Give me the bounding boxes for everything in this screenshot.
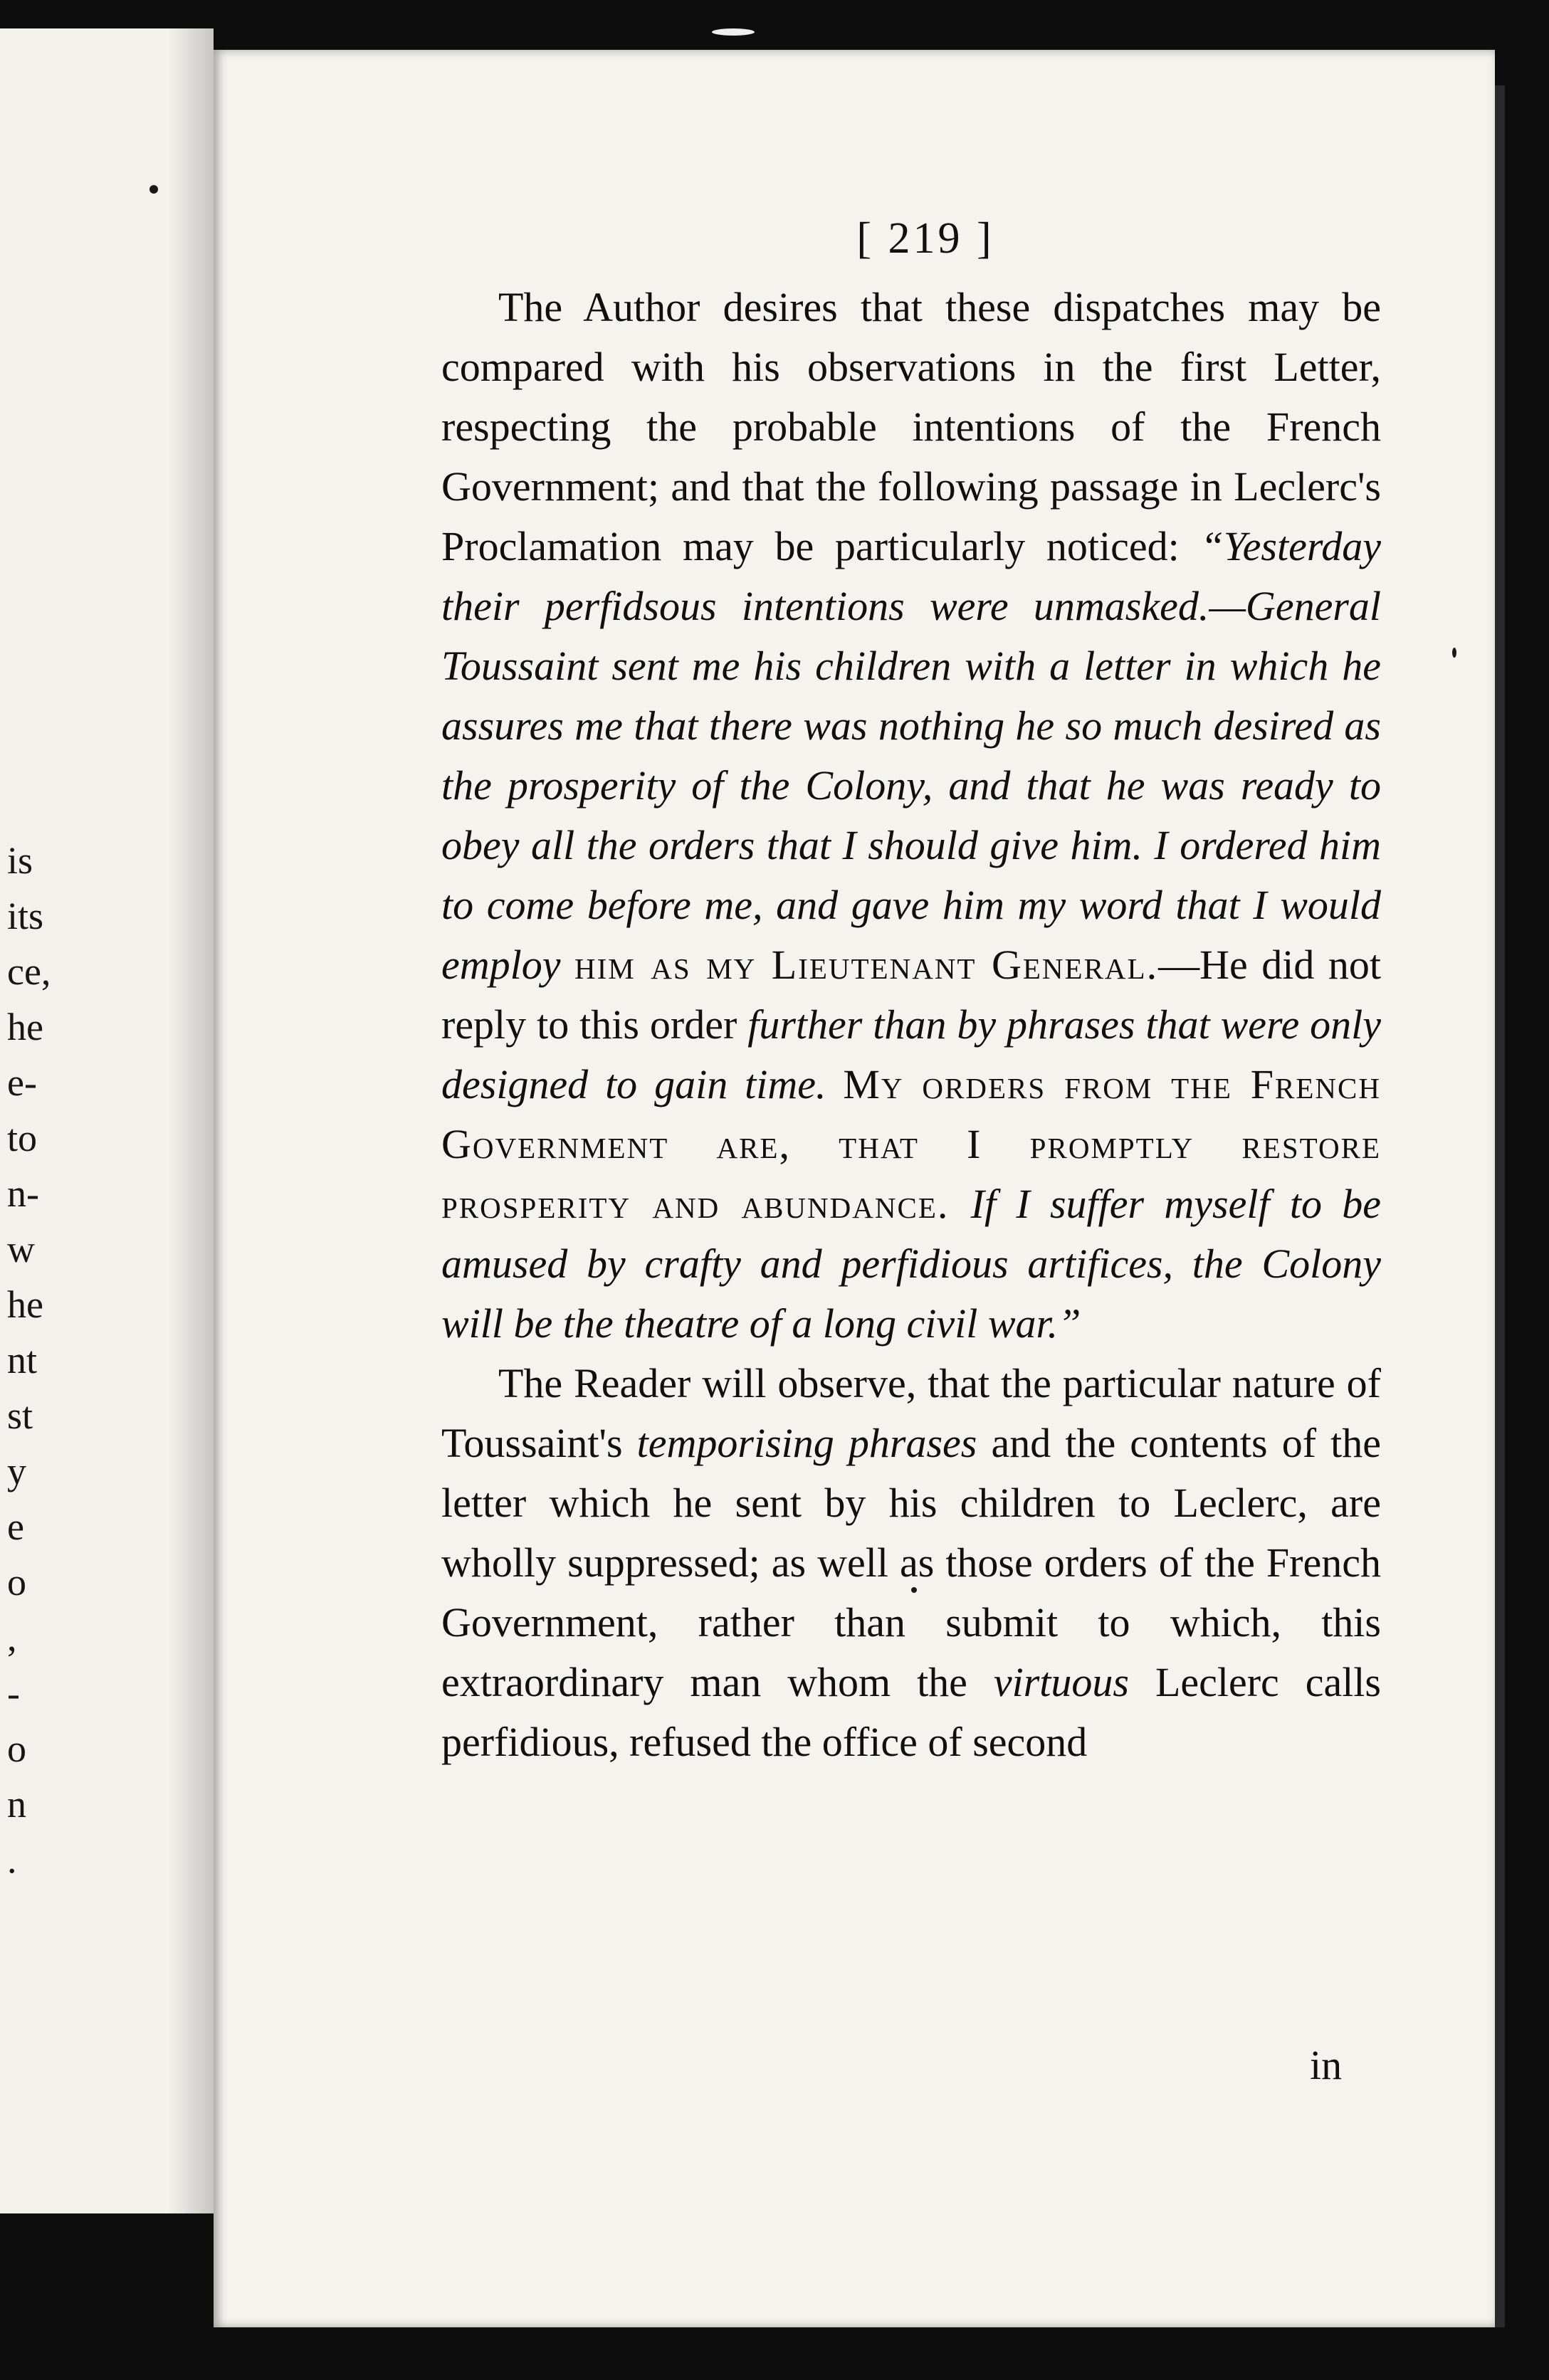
body-text — [441, 278, 1381, 1772]
facing-page-fragment: is — [7, 839, 33, 882]
page-number: [ 219 ] — [856, 214, 994, 263]
catchword: in — [1310, 2042, 1343, 2088]
proclamation-orders-small-caps: My orders from the French Government are, that I promptly restore prosperity and abundance. — [441, 1061, 1381, 1227]
scan-speck — [911, 1587, 917, 1593]
paragraph-1-roman: The Author desires that these dispatches may be compared with his observations in the first Letter, respecting the probable intentions of the French Government; and that the following passage in Leclerc's Proclamation may be particularly noticed: — [441, 284, 1381, 569]
gutter-shadow — [168, 28, 214, 2213]
facing-page-fragment: to — [7, 1117, 38, 1159]
facing-page-fragment: . — [7, 1838, 17, 1881]
proclamation-quote-italic-3: If I suffer myself to be amused by crafty and perfidious artifices, the Colony will be the theatre of a long civil war.” — [441, 1181, 1381, 1347]
facing-page-fragment: nt — [7, 1339, 38, 1381]
facing-page-fragment: n- — [7, 1172, 39, 1215]
facing-page-fragment: e- — [7, 1061, 37, 1104]
paragraph-2-roman: The Reader will observe, that the particular nature of Toussaint's — [441, 1360, 1381, 1466]
paragraph-2-roman-2: and the contents of the letter which he sent by his children to Leclerc, are wholly suppressed; as well as those orders of the French Government, rather than submit to which, this extraordinary man whom the — [441, 1420, 1382, 1705]
facing-page-fragment: he — [7, 1006, 43, 1048]
facing-page-fragment: w — [7, 1228, 35, 1270]
paragraph-1 — [441, 278, 1381, 1354]
facing-page-fragment: , — [7, 1616, 17, 1659]
facing-page-fragment: he — [7, 1283, 43, 1326]
paragraph-2 — [441, 1354, 1381, 1772]
facing-page-fragment: y — [7, 1450, 26, 1492]
paragraph-2-italic: temporising phrases — [636, 1420, 977, 1466]
facing-page-fragment: o — [7, 1561, 26, 1604]
facing-page-line-fragments — [7, 833, 51, 1887]
facing-page-fragment: its — [7, 895, 44, 937]
facing-page-fragment: st — [7, 1394, 33, 1437]
proclamation-quote-small-caps: him as my Lieutenant General. — [574, 942, 1159, 988]
proclamation-quote-italic-2: further than by phrases that were only designed to gain time. — [441, 1001, 1381, 1107]
facing-page-fragment: e — [7, 1505, 24, 1548]
proclamation-quote-italic: “Yesterday their perfidsous intentions were unmasked.—General Toussaint sent me his children with a letter in which he assures me that there was nothing he so much desired as the prosperity of the Colony, and that he was ready to obey all the orders that I should give him. I ordered him to come before me, and gave him my word that I would employ — [441, 523, 1381, 988]
page-edge — [1495, 85, 1505, 2327]
scan-speck — [1452, 648, 1456, 658]
facing-page-fragment: - — [7, 1672, 20, 1715]
facing-page-fragment: o — [7, 1727, 26, 1770]
scan-speck — [149, 185, 158, 194]
scan-speck — [712, 28, 755, 36]
facing-page-fragment: ce, — [7, 950, 51, 993]
facing-page-fragment: n — [7, 1783, 26, 1826]
proclamation-quote-roman: —He did not reply to this order — [441, 942, 1381, 1048]
paragraph-2-roman-3: Leclerc calls perfidious, refused the office of second — [441, 1659, 1381, 1765]
paragraph-2-italic-2: virtuous — [993, 1659, 1129, 1705]
